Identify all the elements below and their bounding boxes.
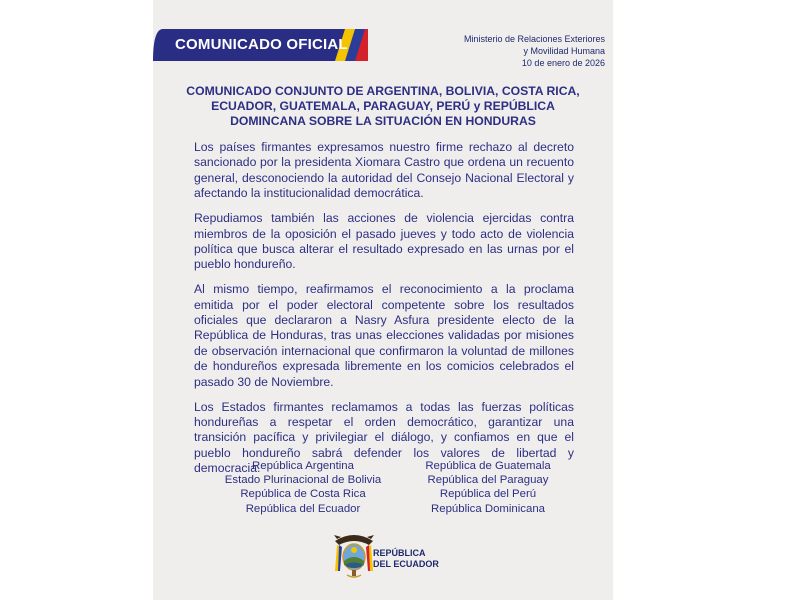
body-paragraph: Los países firmantes expresamos nuestro firme rechazo al decreto sancionado por la presidenta Xiomara Castro que ordena un recuento general, desconociendo la autoridad del Consejo Nacional Electoral y afectando la institucionalidad democrática. (194, 140, 574, 201)
title-line: DOMINCANA SOBRE LA SITUACIÓN EN HONDURAS (230, 114, 536, 128)
republic-name-footer (373, 548, 439, 570)
title-line: COMUNICADO CONJUNTO DE ARGENTINA, BOLIVIA, COSTA RICA, (186, 84, 580, 98)
signatory: República Dominicana (431, 502, 545, 515)
body-paragraph: Al mismo tiempo, reafirmamos el reconocimiento a la proclama emitida por el poder electoral competente sobre los resultados oficiales que declararon a Nasry Asfura presidente electo de la República de Honduras, tras unas elecciones validadas por misiones de observación internacional que confirmaron la voluntad de millones de hondureños expresada libremente en los comicios celebrados el pasado 30 de Noviembre. (194, 282, 574, 389)
footer-line1: REPÚBLICA (373, 548, 426, 558)
signatory: República del Paraguay (427, 474, 549, 487)
signatory: República Argentina (252, 460, 354, 472)
ecuador-coat-of-arms-icon (333, 531, 375, 579)
banner-label: COMUNICADO OFICIAL (175, 36, 348, 53)
document-date: 10 de enero de 2026 (521, 58, 605, 68)
body-paragraph: Los Estados firmantes reclamamos a todas las fuerzas políticas hondureñas a respetar el orden democrático, garantizar una transición pacífica y privilegiar el diálogo, y confiamos en que el pueblo hondureño sabrá defender los valores de libertad y democracia. (194, 399, 574, 476)
document-body (194, 140, 574, 486)
communique-banner (153, 29, 368, 61)
ministry-name-line2: y Movilidad Humana (523, 46, 605, 56)
signatory: República del Ecuador (245, 502, 361, 515)
signatory: República de Costa Rica (240, 488, 366, 501)
signatories-right (398, 459, 578, 516)
body-paragraph: Repudiamos también las acciones de violencia ejercidas contra miembros de la oposición el pasado jueves y todo acto de violencia política que busca alterar el resultado expresado en las urnas por el pueblo hondureño. (194, 211, 574, 272)
document-page (153, 0, 613, 600)
title-line: ECUADOR, GUATEMALA, PARAGUAY, PERÚ y REPÚBLICA (211, 99, 555, 113)
signatory: Estado Plurinacional de Bolivia (224, 474, 382, 487)
footer-line2: DEL ECUADOR (373, 559, 439, 569)
ministry-header (464, 33, 605, 69)
signatories-left (213, 459, 393, 516)
document-title (183, 84, 583, 129)
signatory: República del Perú (439, 488, 537, 501)
signatory: República de Guatemala (425, 460, 551, 472)
ministry-name-line1: Ministerio de Relaciones Exteriores (463, 34, 605, 44)
